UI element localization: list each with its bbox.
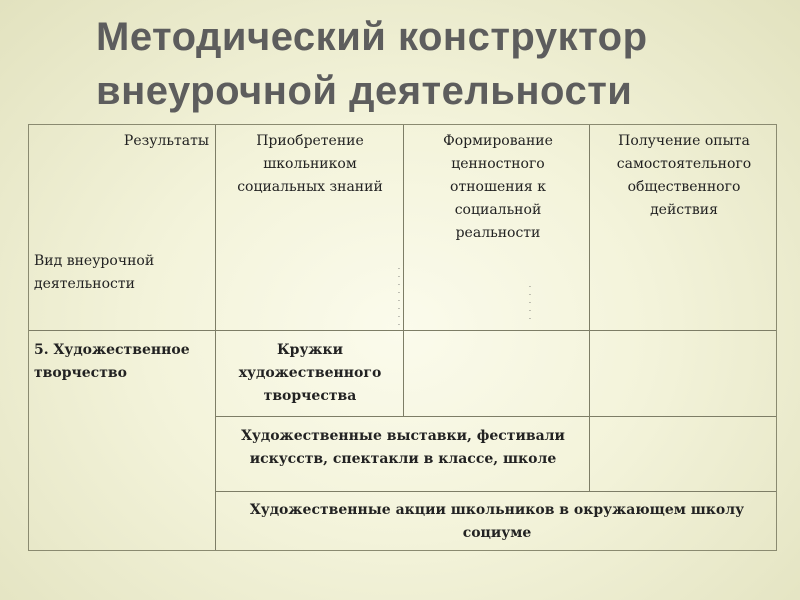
constructor-table (28, 124, 777, 551)
cell-level3-actions: Художественные акции школьников в окружающем школу социуме (249, 502, 745, 541)
header-results-label: Результаты (123, 133, 209, 149)
header-activity-type-label: Вид внеурочной деятельности (34, 253, 155, 292)
table-divider (29, 330, 776, 331)
table-divider (215, 125, 216, 550)
table-divider (589, 125, 590, 491)
table-divider (215, 416, 776, 417)
table-divider (403, 125, 404, 416)
cell-level1-art-clubs: Кружки художественного творчества (238, 342, 382, 404)
header-value-attitude: Формирование ценностного отношения к социальной реальности (443, 133, 553, 241)
table-divider (215, 491, 776, 492)
title-line-2: внеурочной деятельности (96, 69, 633, 113)
header-social-action-experience: Получение опыта самостоятельного общественного действия (616, 133, 752, 218)
row-label-art-creativity: 5. Художественное творчество (34, 342, 190, 381)
header-social-knowledge: Приобретение школьником социальных знаний (237, 133, 383, 195)
cell-level2-exhibitions: Художественные выставки, фестивали искусств, спектакли в классе, школе (241, 428, 565, 467)
title-line-1: Методический конструктор (96, 15, 648, 59)
decorative-dots: · · · · · (528, 283, 532, 323)
decorative-dots: · · · · · · · · (397, 265, 401, 329)
slide-title (96, 10, 786, 118)
